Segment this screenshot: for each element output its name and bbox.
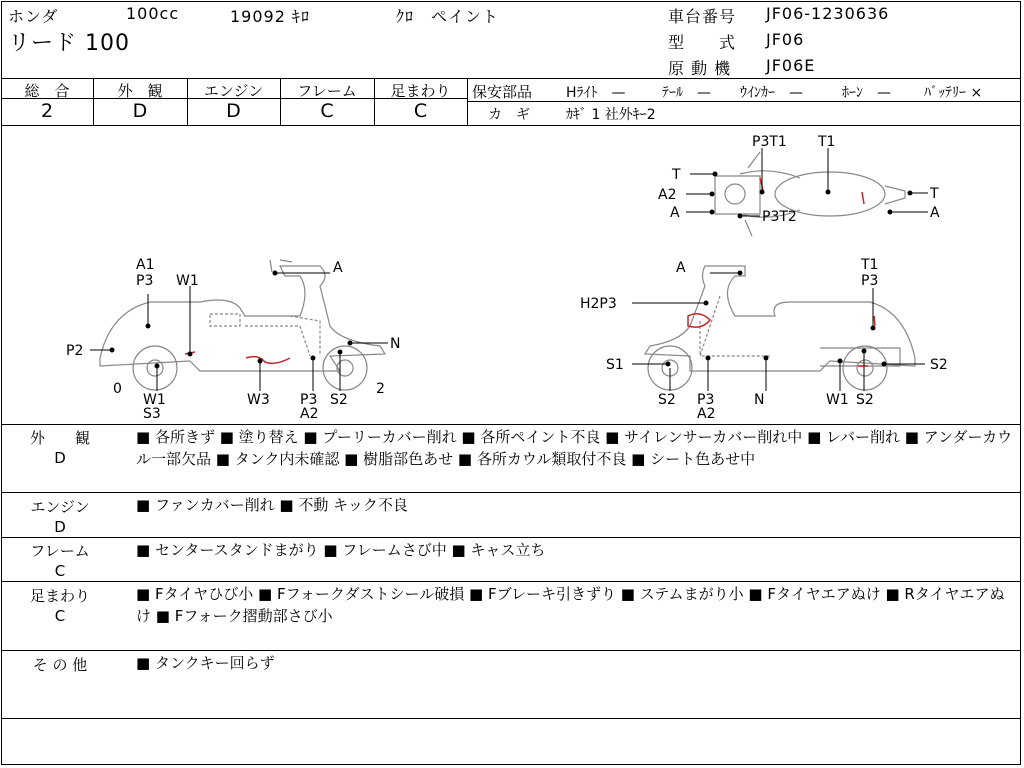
diag-top-label: P3T2 (762, 209, 797, 225)
diag-left-label: W1 (143, 392, 166, 408)
safety-item-horn: ﾎｰﾝ — (842, 85, 891, 101)
diag-right-label: A2 (697, 406, 716, 422)
diag-top-label: T (930, 186, 939, 202)
diag-left-label: 2 (376, 381, 385, 397)
key-value: ｶｷﾞ 1 社外ｷｰ2 (566, 107, 656, 123)
section-grade-engine: D (54, 518, 66, 536)
section-label-suspension: 足まわり (29, 587, 90, 605)
safety-item-winker: ｳｲﾝｶｰ — (740, 85, 803, 101)
diag-right-label: S1 (606, 357, 624, 373)
safety-item-battery: ﾊﾞｯﾃﾘｰ × (924, 85, 983, 101)
diag-right-label: N (754, 392, 765, 408)
type-value: JF06 (766, 30, 805, 49)
remarks-divider (1, 650, 1021, 651)
diag-left-label: A2 (300, 406, 319, 422)
grade-label-frame: フレーム (297, 82, 357, 100)
diag-right-label: H2P3 (580, 296, 617, 312)
safety-item-headlight: Hﾗｲﾄ — (566, 85, 626, 101)
section-text-other: ■ タンクキー回らず (136, 654, 275, 672)
diag-top-label: T (672, 167, 681, 183)
section-text-frame: ■ センタースタンドまがり ■ フレームさび中 ■ キャス立ち (136, 541, 546, 559)
diag-left-label: W1 (176, 273, 199, 289)
grade-label-exterior: 外 観 (117, 82, 163, 100)
diag-top-label: T1 (818, 134, 836, 150)
diag-left-label: W3 (247, 392, 270, 408)
diag-right-label: T1 (861, 257, 879, 273)
key-label: カ ギ (488, 107, 530, 123)
engine-value: JF06E (766, 56, 816, 75)
section-text-suspension: ■ Fタイヤひび小 ■ Fフォークダストシール破損 ■ Fブレーキ引きずり ■ ステムまがり小 ■ Fタイヤエアぬけ ■ Rタイヤエアぬけ ■ Fフォーク摺動部さび小 (136, 585, 1005, 625)
diag-top-label: P3T1 (752, 134, 787, 150)
diag-left-label: S2 (330, 392, 348, 408)
diag-right-label: A (676, 260, 686, 276)
grade-value-overall: 2 (40, 100, 54, 122)
paint: ｸﾛ ペイント (396, 7, 500, 26)
diag-left-label: P3 (136, 273, 154, 289)
displacement: 100cc (126, 4, 180, 23)
grade-table-top-border (1, 78, 1021, 79)
diag-right-label: P3 (697, 392, 715, 408)
diag-left-label: A (333, 260, 343, 276)
section-label-other: そ の 他 (32, 656, 88, 674)
remarks-divider (1, 581, 1021, 582)
grade-divider (467, 78, 468, 125)
diag-left-label: P2 (66, 343, 84, 359)
mileage: 19092 ｷﾛ (230, 7, 310, 26)
damage-diagram (0, 126, 1022, 424)
section-label-engine: エンジン (30, 498, 90, 516)
diag-right-label: S2 (856, 392, 874, 408)
diag-right-label: W1 (826, 392, 849, 408)
grade-label-engine: エンジン (203, 82, 264, 100)
grade-value-exterior: D (132, 100, 148, 122)
engine-label: 原 動 機 (668, 59, 732, 78)
diag-right-label: S2 (930, 357, 948, 373)
remarks-divider (1, 492, 1021, 493)
remarks-top-border (1, 424, 1021, 425)
grade-label-suspension: 足まわり (390, 82, 451, 100)
remarks-divider (1, 537, 1021, 538)
model-name: リード 100 (8, 31, 130, 56)
section-text-exterior: ■ 各所きず ■ 塗り替え ■ プーリーカバー削れ ■ 各所ペイント不良 ■ サイレンサーカバー削れ中 ■ レバー削れ ■ アンダーカウル一部欠品 ■ タンク内未確認 ■ 樹脂部色あせ ■ 各所カウル類取付不良 ■ シート色あせ中 (136, 428, 1013, 468)
section-label-frame: フレーム (30, 542, 90, 560)
section-grade-suspension: C (54, 607, 66, 625)
diag-right-label: S2 (658, 392, 676, 408)
section-label-exterior: 外 観 (29, 429, 90, 447)
diag-right-label: P3 (861, 273, 879, 289)
diag-left-label: P3 (300, 392, 318, 408)
section-text-engine: ■ ファンカバー削れ ■ 不動 キック不良 (136, 496, 408, 514)
diag-left-label: 0 (113, 381, 122, 397)
chassis-value: JF06-1230636 (766, 4, 890, 23)
scooter-top-view-icon (715, 152, 905, 236)
chassis-label: 車台番号 (668, 7, 737, 26)
diag-left-label: N (390, 336, 401, 352)
grade-value-suspension: C (413, 100, 428, 122)
type-label: 型 式 (668, 33, 737, 52)
diag-left-label: A1 (136, 257, 155, 273)
diag-left-label: S3 (143, 406, 161, 422)
remarks-divider (1, 718, 1021, 719)
grade-value-engine: D (226, 100, 241, 122)
grade-value-frame: C (320, 100, 334, 122)
diag-top-label: A2 (658, 187, 677, 203)
safety-label: 保安部品 (472, 83, 533, 101)
maker: ホンダ (8, 7, 59, 26)
section-grade-frame: C (54, 562, 66, 580)
safety-item-taillight: ﾃｰﾙ — (662, 85, 711, 101)
grade-label-overall: 総 合 (24, 82, 70, 100)
diag-top-label: A (670, 205, 680, 221)
section-grade-exterior: D (54, 449, 66, 467)
diag-top-label: A (930, 205, 940, 221)
